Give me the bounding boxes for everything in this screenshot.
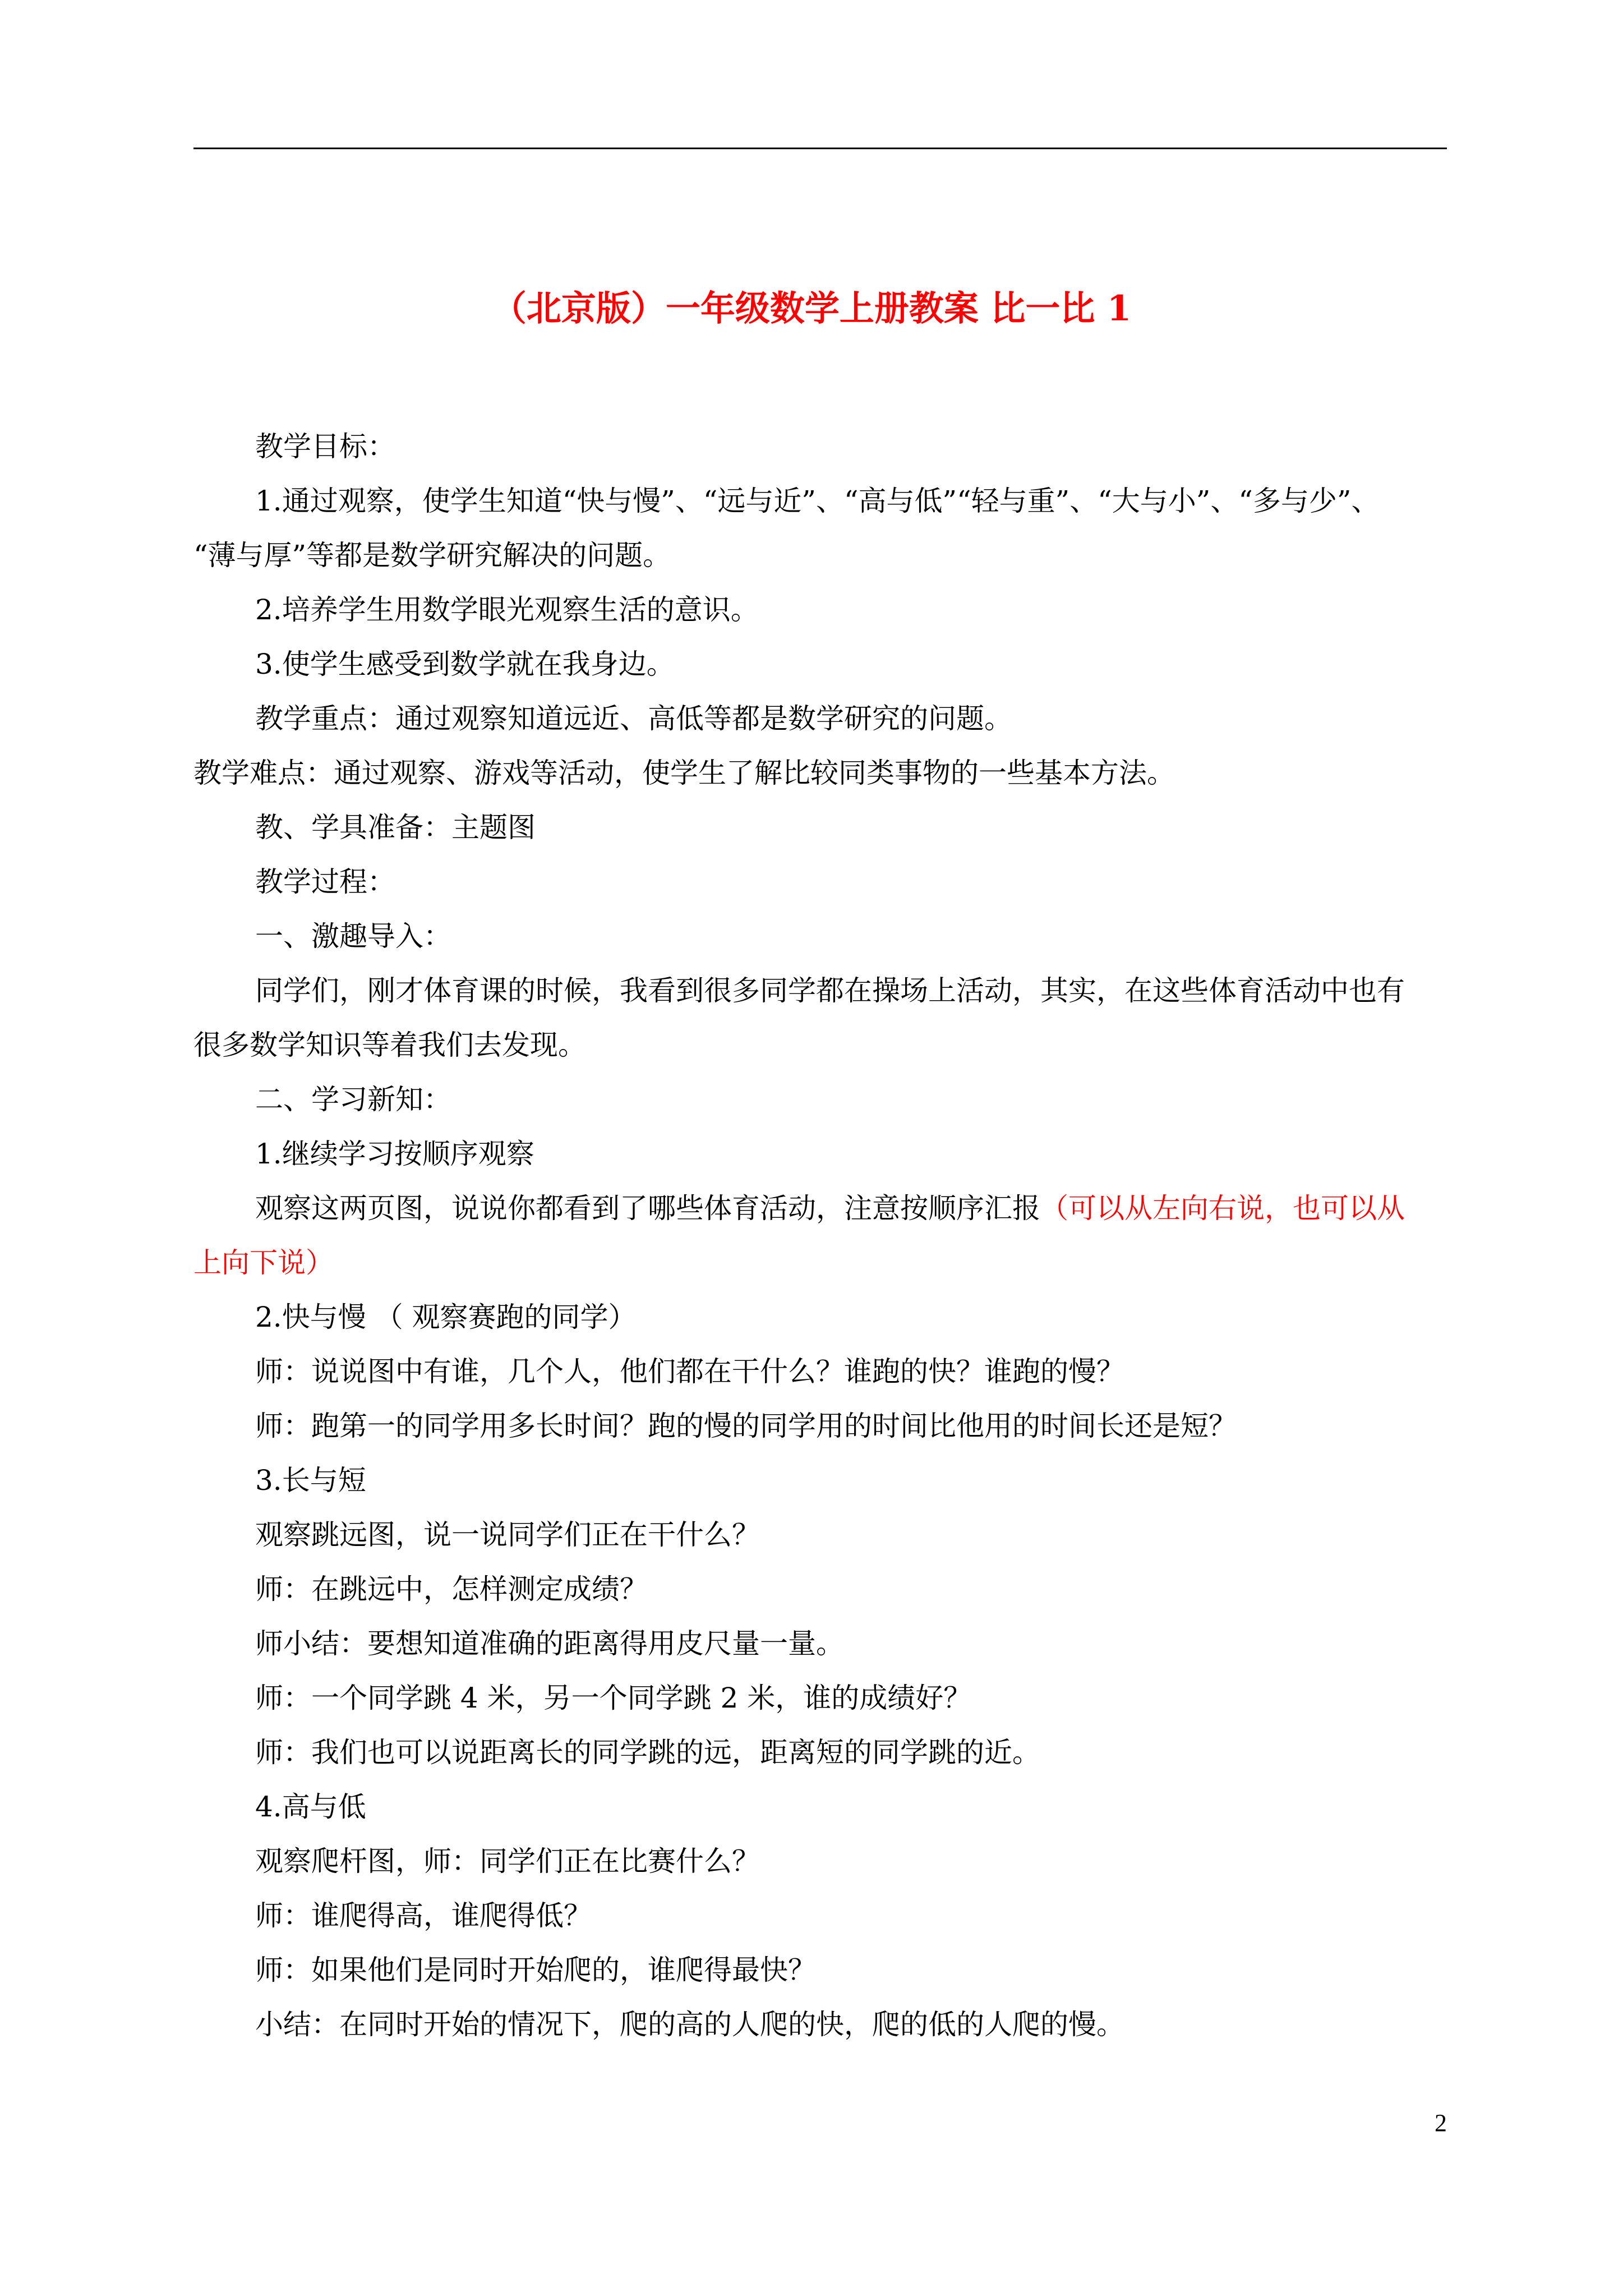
line-text: 二、学习新知： <box>255 1083 451 1116</box>
line-text: 一、激趣导入： <box>255 920 451 953</box>
line-objective-2 <box>193 583 1447 637</box>
line-teacher-q4 <box>193 1671 1447 1726</box>
document-title: （北京版）一年级数学上册教案 比一比 1 <box>491 288 1132 329</box>
line-text: 教学重点：通过观察知道远近、高低等都是数学研究的问题。 <box>255 702 1012 735</box>
line-teacher-q2 <box>193 1399 1447 1453</box>
header-rule <box>193 148 1447 149</box>
line-text: 2.培养学生用数学眼光观察生活的意识。 <box>255 593 759 626</box>
line-teacher-q3 <box>193 1562 1447 1617</box>
line-text: 2.快与慢 （ 观察赛跑的同学） <box>255 1301 637 1333</box>
line-text: 教、学具准备：主题图 <box>255 811 536 844</box>
line-section-1-heading <box>193 909 1447 964</box>
line-teacher-q5 <box>193 1889 1447 1943</box>
line-step-3-heading <box>193 1453 1447 1508</box>
line-observe-instruction-cont <box>193 1236 1447 1290</box>
line-summary-2 <box>193 1998 1447 2052</box>
line-difficulty <box>193 746 1447 800</box>
line-process-heading <box>193 855 1447 909</box>
line-text: 教学难点：通过观察、游戏等活动，使学生了解比较同类事物的一些基本方法。 <box>193 757 1175 789</box>
line-text: 师：跑第一的同学用多长时间？跑的慢的同学用的时间比他用的时间长还是短？ <box>255 1410 1237 1442</box>
line-observe-instruction <box>193 1181 1447 1236</box>
line-climb-observe <box>193 1834 1447 1889</box>
line-step-1-heading <box>193 1127 1447 1181</box>
line-red-note: （可以从左向右说，也可以从 <box>1040 1192 1405 1225</box>
line-text: 师：谁爬得高，谁爬得低？ <box>255 1899 592 1932</box>
line-objective-1 <box>193 474 1447 528</box>
line-text: 师小结：要想知道准确的距离得用皮尺量一量。 <box>255 1627 844 1660</box>
line-red-note: 上向下说） <box>193 1246 334 1279</box>
page-number: 2 <box>1435 2109 1447 2137</box>
line-teacher-summary-1 <box>193 1617 1447 1671</box>
line-text: “薄与厚”等都是数学研究解决的问题。 <box>193 539 671 572</box>
line-key-point <box>193 692 1447 746</box>
line-text: 师：一个同学跳 4 米，另一个同学跳 2 米，谁的成绩好？ <box>255 1682 972 1714</box>
line-text: 1.通过观察，使学生知道“快与慢”、“远与近”、“高与低”“轻与重”、“大与小”、“多与少”、 <box>255 485 1380 517</box>
line-text: 3.使学生感受到数学就在我身边。 <box>255 648 675 680</box>
line-text: 观察跳远图，说一说同学们正在干什么？ <box>255 1519 760 1551</box>
line-teacher-note <box>193 1726 1447 1780</box>
line-text: 很多数学知识等着我们去发现。 <box>193 1029 586 1061</box>
line-text: 1.继续学习按顺序观察 <box>255 1138 534 1170</box>
line-teacher-q1 <box>193 1345 1447 1399</box>
line-text: 3.长与短 <box>255 1464 366 1497</box>
line-objective-3 <box>193 637 1447 692</box>
line-section-2-heading <box>193 1073 1447 1127</box>
line-intro-paragraph-cont <box>193 1018 1447 1073</box>
line-intro-paragraph <box>193 964 1447 1018</box>
line-text: 师：如果他们是同时开始爬的，谁爬得最快？ <box>255 1954 816 1986</box>
line-text: 4.高与低 <box>255 1791 366 1823</box>
line-text: 教学目标： <box>255 430 395 463</box>
line-objectives-heading <box>193 420 1447 474</box>
line-text: 教学过程： <box>255 866 395 898</box>
line-text: 同学们，刚才体育课的时候，我看到很多同学都在操场上活动，其实，在这些体育活动中也有 <box>255 974 1405 1007</box>
line-text: 小结：在同时开始的情况下，爬的高的人爬的快，爬的低的人爬的慢。 <box>255 2008 1124 2041</box>
line-step-4-heading <box>193 1780 1447 1834</box>
line-text: 观察爬杆图，师：同学们正在比赛什么？ <box>255 1845 760 1878</box>
line-objective-1-cont <box>193 528 1447 583</box>
line-materials <box>193 800 1447 855</box>
line-teacher-q6 <box>193 1943 1447 1998</box>
line-text: 观察这两页图，说说你都看到了哪些体育活动，注意按顺序汇报 <box>255 1192 1040 1225</box>
line-long-jump-observe <box>193 1508 1447 1562</box>
line-step-2-heading <box>193 1290 1447 1345</box>
line-text: 师：说说图中有谁，几个人，他们都在干什么？谁跑的快？谁跑的慢？ <box>255 1355 1124 1388</box>
document-body <box>193 420 1447 2052</box>
line-text: 师：我们也可以说距离长的同学跳的远，距离短的同学跳的近。 <box>255 1736 1040 1769</box>
line-text: 师：在跳远中，怎样测定成绩？ <box>255 1573 648 1605</box>
